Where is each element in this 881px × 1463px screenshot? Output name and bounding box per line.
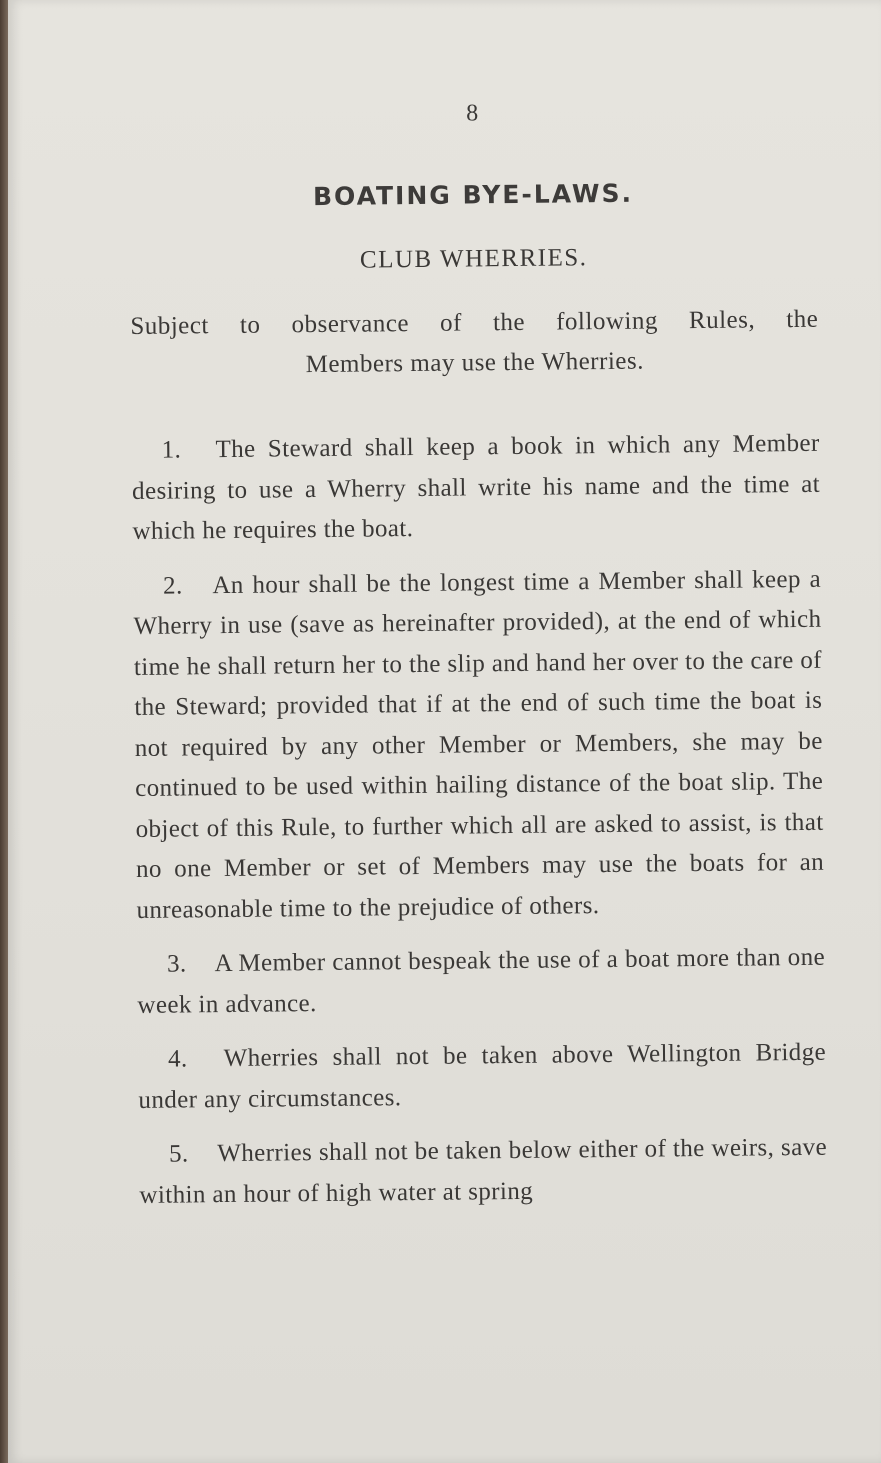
rule-number: 4.	[167, 1045, 188, 1073]
intro-line-1: Subject to observance of the following Rules, the	[130, 305, 819, 340]
rule-number: 2.	[162, 571, 183, 600]
rule-paragraph	[133, 559, 825, 931]
rule-paragraph	[131, 424, 820, 553]
rule-paragraph	[139, 1128, 828, 1216]
section-heading: CLUB WHERRIES.	[359, 244, 588, 274]
rule-text: Wherries shall not be taken below either of the weirs, save within an hour of high water at spring	[139, 1133, 828, 1209]
page-number: 8	[466, 100, 479, 127]
page-text	[128, 93, 828, 1216]
rule-paragraph	[137, 938, 826, 1026]
book-spine-edge	[0, 0, 8, 1463]
page-title: BOATING BYE-LAWS.	[312, 178, 634, 212]
rule-number: 5.	[168, 1140, 189, 1168]
rule-text: Wherries shall not be taken above Wellington Bridge under any circumstances.	[138, 1038, 827, 1114]
rule-number: 1.	[161, 436, 182, 464]
intro-line-2: Members may use the Wherries.	[305, 347, 645, 379]
rule-text: The Steward shall keep a book in which any Member desiring to use a Wherry shall write his name and the time at which he requires the boat.	[131, 429, 821, 545]
rule-paragraph	[138, 1033, 827, 1121]
rule-number: 3.	[166, 950, 187, 978]
rule-text: A Member cannot bespeak the use of a boat more than one week in advance.	[137, 943, 826, 1019]
rule-text: An hour shall be the longest time a Member shall keep a Wherry in use (save as hereinafter provided), at the end of which time he shall return her to the slip and hand her over to the care of the Steward; provided that if at the end of such time the boat is not required by any other Member or Members, she may be continued to be used within hailing distance of the boat slip. The object of this Rule, to further which all are asked to assist, is that no one Member or set of Members may use the boats for an unreasonable time to the prejudice of others.	[133, 565, 825, 924]
